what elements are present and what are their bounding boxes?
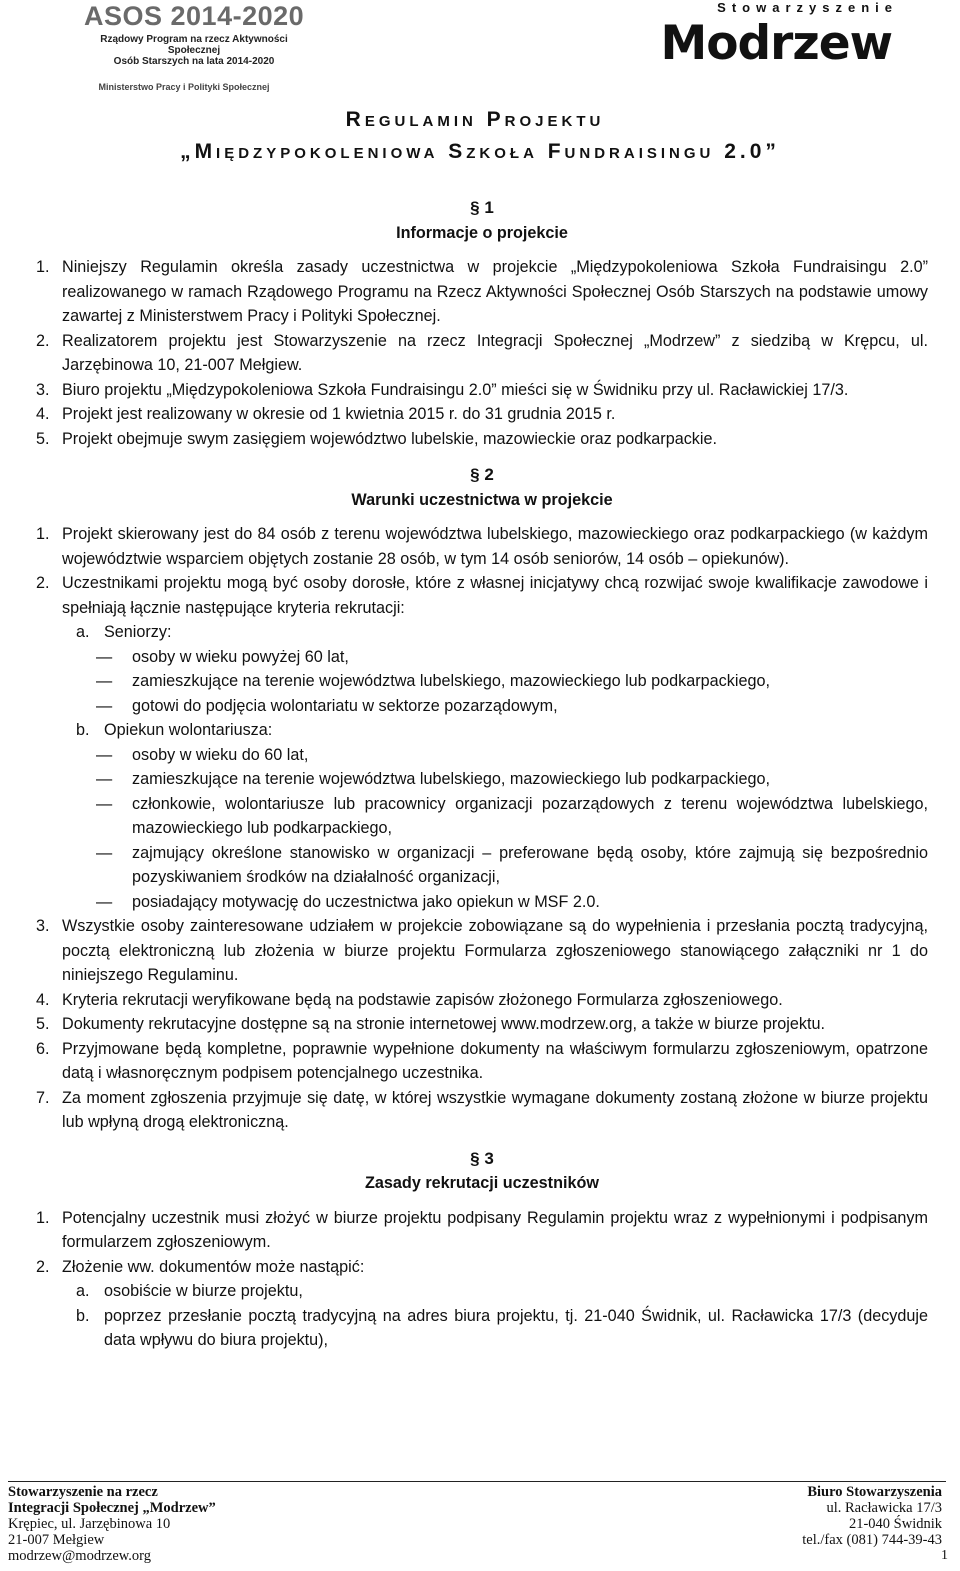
dash-item: — zajmujący określone stanowisko w organizacji – preferowane będą osoby, które zajmują się bezpośrednio pozyskiwaniem środków na działalność organizacji,	[96, 841, 928, 890]
footer-org-name: Stowarzyszenie na rzecz	[8, 1484, 158, 1500]
sub-item: a. Seniorzy:	[76, 623, 172, 641]
document-title-line2: „Międzypokoleniowa Szkoła Fundraisingu 2.0”	[180, 140, 780, 163]
section-number: § 2	[470, 465, 494, 484]
footer-email[interactable]: modrzew@modrzew.org	[8, 1548, 152, 1564]
dash-item: — zamieszkujące na terenie województwa lubelskiego, mazowieckiego lub podkarpackiego,	[96, 767, 928, 792]
document-title-line1: Regulamin Projektu	[345, 108, 605, 131]
asos-logo-line1: Rządowy Program na rzecz Aktywności Społecznej	[100, 34, 288, 56]
sub-item: b. poprzez przesłanie pocztą tradycyjną na adres biura projektu, tj. 21-040 Świdnik, ul. Racławicka 17/3 (decyduje data wpływu do biura projektu),	[76, 1306, 928, 1349]
modrzew-logo-name: Modrzew	[660, 16, 892, 71]
section-1-header	[36, 196, 928, 245]
footer-office-street: ul. Racławicka 17/3	[826, 1500, 942, 1516]
list-item: 7. Za moment zgłoszenia przyjmuje się datę, w której wszystkie wymagane dokumenty zostaną złożone w biurze projektu lub wpłyną drogą elektroniczną.	[36, 1088, 928, 1131]
dash-item: — osoby w wieku do 60 lat,	[96, 743, 928, 768]
footer-left	[8, 1484, 216, 1564]
dash-icon: —	[96, 843, 113, 862]
sub-item: a. osobiście w biurze projektu,	[76, 1282, 303, 1300]
asos-logo-line2: Osób Starszych na lata 2014-2020	[113, 56, 275, 67]
document-body	[36, 196, 928, 1353]
section-number: § 3	[470, 1148, 494, 1168]
dash-item: — osoby w wieku powyżej 60 lat,	[96, 645, 928, 670]
list-item: 5. Dokumenty rekrutacyjne dostępne są na stronie internetowej www.modrzew.org, a także w biurze projektu.	[36, 1015, 825, 1033]
dash-item: — posiadający motywację do uczestnictwa jako opiekun w MSF 2.0.	[96, 890, 928, 915]
section-3-header	[36, 1147, 928, 1196]
dash-icon: —	[96, 892, 113, 911]
section-2-header	[36, 463, 928, 512]
list-item: 4. Kryteria rekrutacji weryfikowane będą na podstawie zapisów złożonego Formularza zgłoszeniowego.	[36, 990, 783, 1009]
section-title: Warunki uczestnictwa w projekcie	[351, 490, 613, 509]
dash-icon: —	[96, 672, 113, 690]
footer-office-phone: tel./fax (081) 744-39-43	[802, 1532, 942, 1548]
list-item: 1. Potencjalny uczestnik musi złożyć w biurze projektu podpisany Regulamin projektu wraz z wypełnionymi i podpisanym formularzem zgłoszeniowym.	[36, 1208, 928, 1251]
dash-icon: —	[96, 770, 113, 788]
dash-icon: —	[96, 745, 113, 764]
section-title: Zasady rekrutacji uczestników	[365, 1174, 599, 1192]
dash-item: — członkowie, wolontariusze lub pracownicy organizacji pozarządowych z terenu województwa lubelskiego, mazowieckiego lub podkarpackiego,	[96, 792, 928, 841]
section-number: § 1	[470, 198, 494, 217]
dash-icon: —	[96, 647, 113, 666]
document-title	[0, 104, 960, 168]
list-item: 3. Biuro projektu „Międzypokoleniowa Szkoła Fundraisingu 2.0” mieści się w Świdniku przy ul. Racławickiej 17/3.	[36, 380, 849, 399]
footer-divider	[8, 1481, 946, 1482]
list-item: 4. Projekt jest realizowany w okresie od 1 kwietnia 2015 r. do 31 grudnia 2015 r.	[36, 405, 616, 423]
footer-office-title: Biuro Stowarzyszenia	[807, 1484, 942, 1500]
list-item: 2. Uczestnikami projektu mogą być osoby dorosłe, które z własnej inicjatywy chcą rozwijać swoje kwalifikacje zawodowe i spełniają łącznie następujące kryteria rekrutacji:	[36, 574, 928, 617]
footer-postal: 21-007 Mełgiew	[8, 1532, 105, 1548]
dash-item: — zamieszkujące na terenie województwa lubelskiego, mazowieckiego lub podkarpackiego,	[96, 669, 928, 694]
list-item: 2. Realizatorem projektu jest Stowarzyszenie na rzecz Integracji Społecznej „Modrzew” z siedzibą w Krępcu, ul. Jarzębinowa 10, 21-007 Mełgiew.	[36, 331, 928, 374]
asos-logo-title: ASOS 2014-2020	[84, 1, 305, 31]
modrzew-logo	[660, 0, 898, 71]
list-item: 1. Niniejszy Regulamin określa zasady uczestnictwa w projekcie „Międzypokoleniowa Szkoła Fundraisingu 2.0” realizowanego w ramach Rządowego Programu na Rzecz Aktywności Społecznej Osób Starszych na podstawie umowy zawartej z Ministerstwem Pracy i Polityki Społecznej.	[36, 258, 928, 325]
footer-address: Krępiec, ul. Jarzębinowa 10	[8, 1516, 171, 1532]
footer-org-name-2: Integracji Społecznej „Modrzew”	[8, 1500, 216, 1516]
asos-logo	[84, 2, 314, 92]
sub-item: b. Opiekun wolontariusza:	[76, 721, 273, 739]
list-item: 1. Projekt skierowany jest do 84 osób z terenu województwa lubelskiego, mazowieckiego oraz podkarpackiego (w każdym województwie wsparciem objętych zostanie 28 osób, w tym 14 osób seniorów, 14 osób – opiekunów).	[36, 525, 928, 568]
section-title: Informacje o projekcie	[396, 223, 568, 242]
list-item: 5. Projekt obejmuje swym zasięgiem województwo lubelskie, mazowieckie oraz podkarpackie.	[36, 429, 717, 448]
footer-right	[802, 1484, 942, 1548]
list-item: 6. Przyjmowane będą kompletne, poprawnie wypełnione dokumenty na właściwym formularzu zgłoszeniowym, opatrzone datą i własnoręcznym podpisem potencjalnego uczestnika.	[36, 1039, 928, 1082]
dash-icon: —	[96, 696, 113, 715]
modrzew-logo-top: Stowarzyszenie	[717, 0, 898, 15]
footer-office-city: 21-040 Świdnik	[848, 1516, 942, 1532]
dash-item: — gotowi do podjęcia wolontariatu w sektorze pozarządowym,	[96, 694, 928, 719]
dash-icon: —	[96, 794, 113, 813]
ministry-label: Ministerstwo Pracy i Polityki Społecznej	[98, 82, 270, 92]
list-item: 3. Wszystkie osoby zainteresowane udziałem w projekcie zobowiązane są do wypełnienia i przesłania pocztą tradycyjną, pocztą elektroniczną lub złożenia w biurze projektu Formularza zgłoszeniowego stanowiącego załączniki nr 1 do niniejszego Regulaminu.	[36, 917, 928, 984]
list-item: 2. Złożenie ww. dokumentów może nastąpić:	[36, 1257, 365, 1276]
page-number: 1	[941, 1548, 948, 1563]
